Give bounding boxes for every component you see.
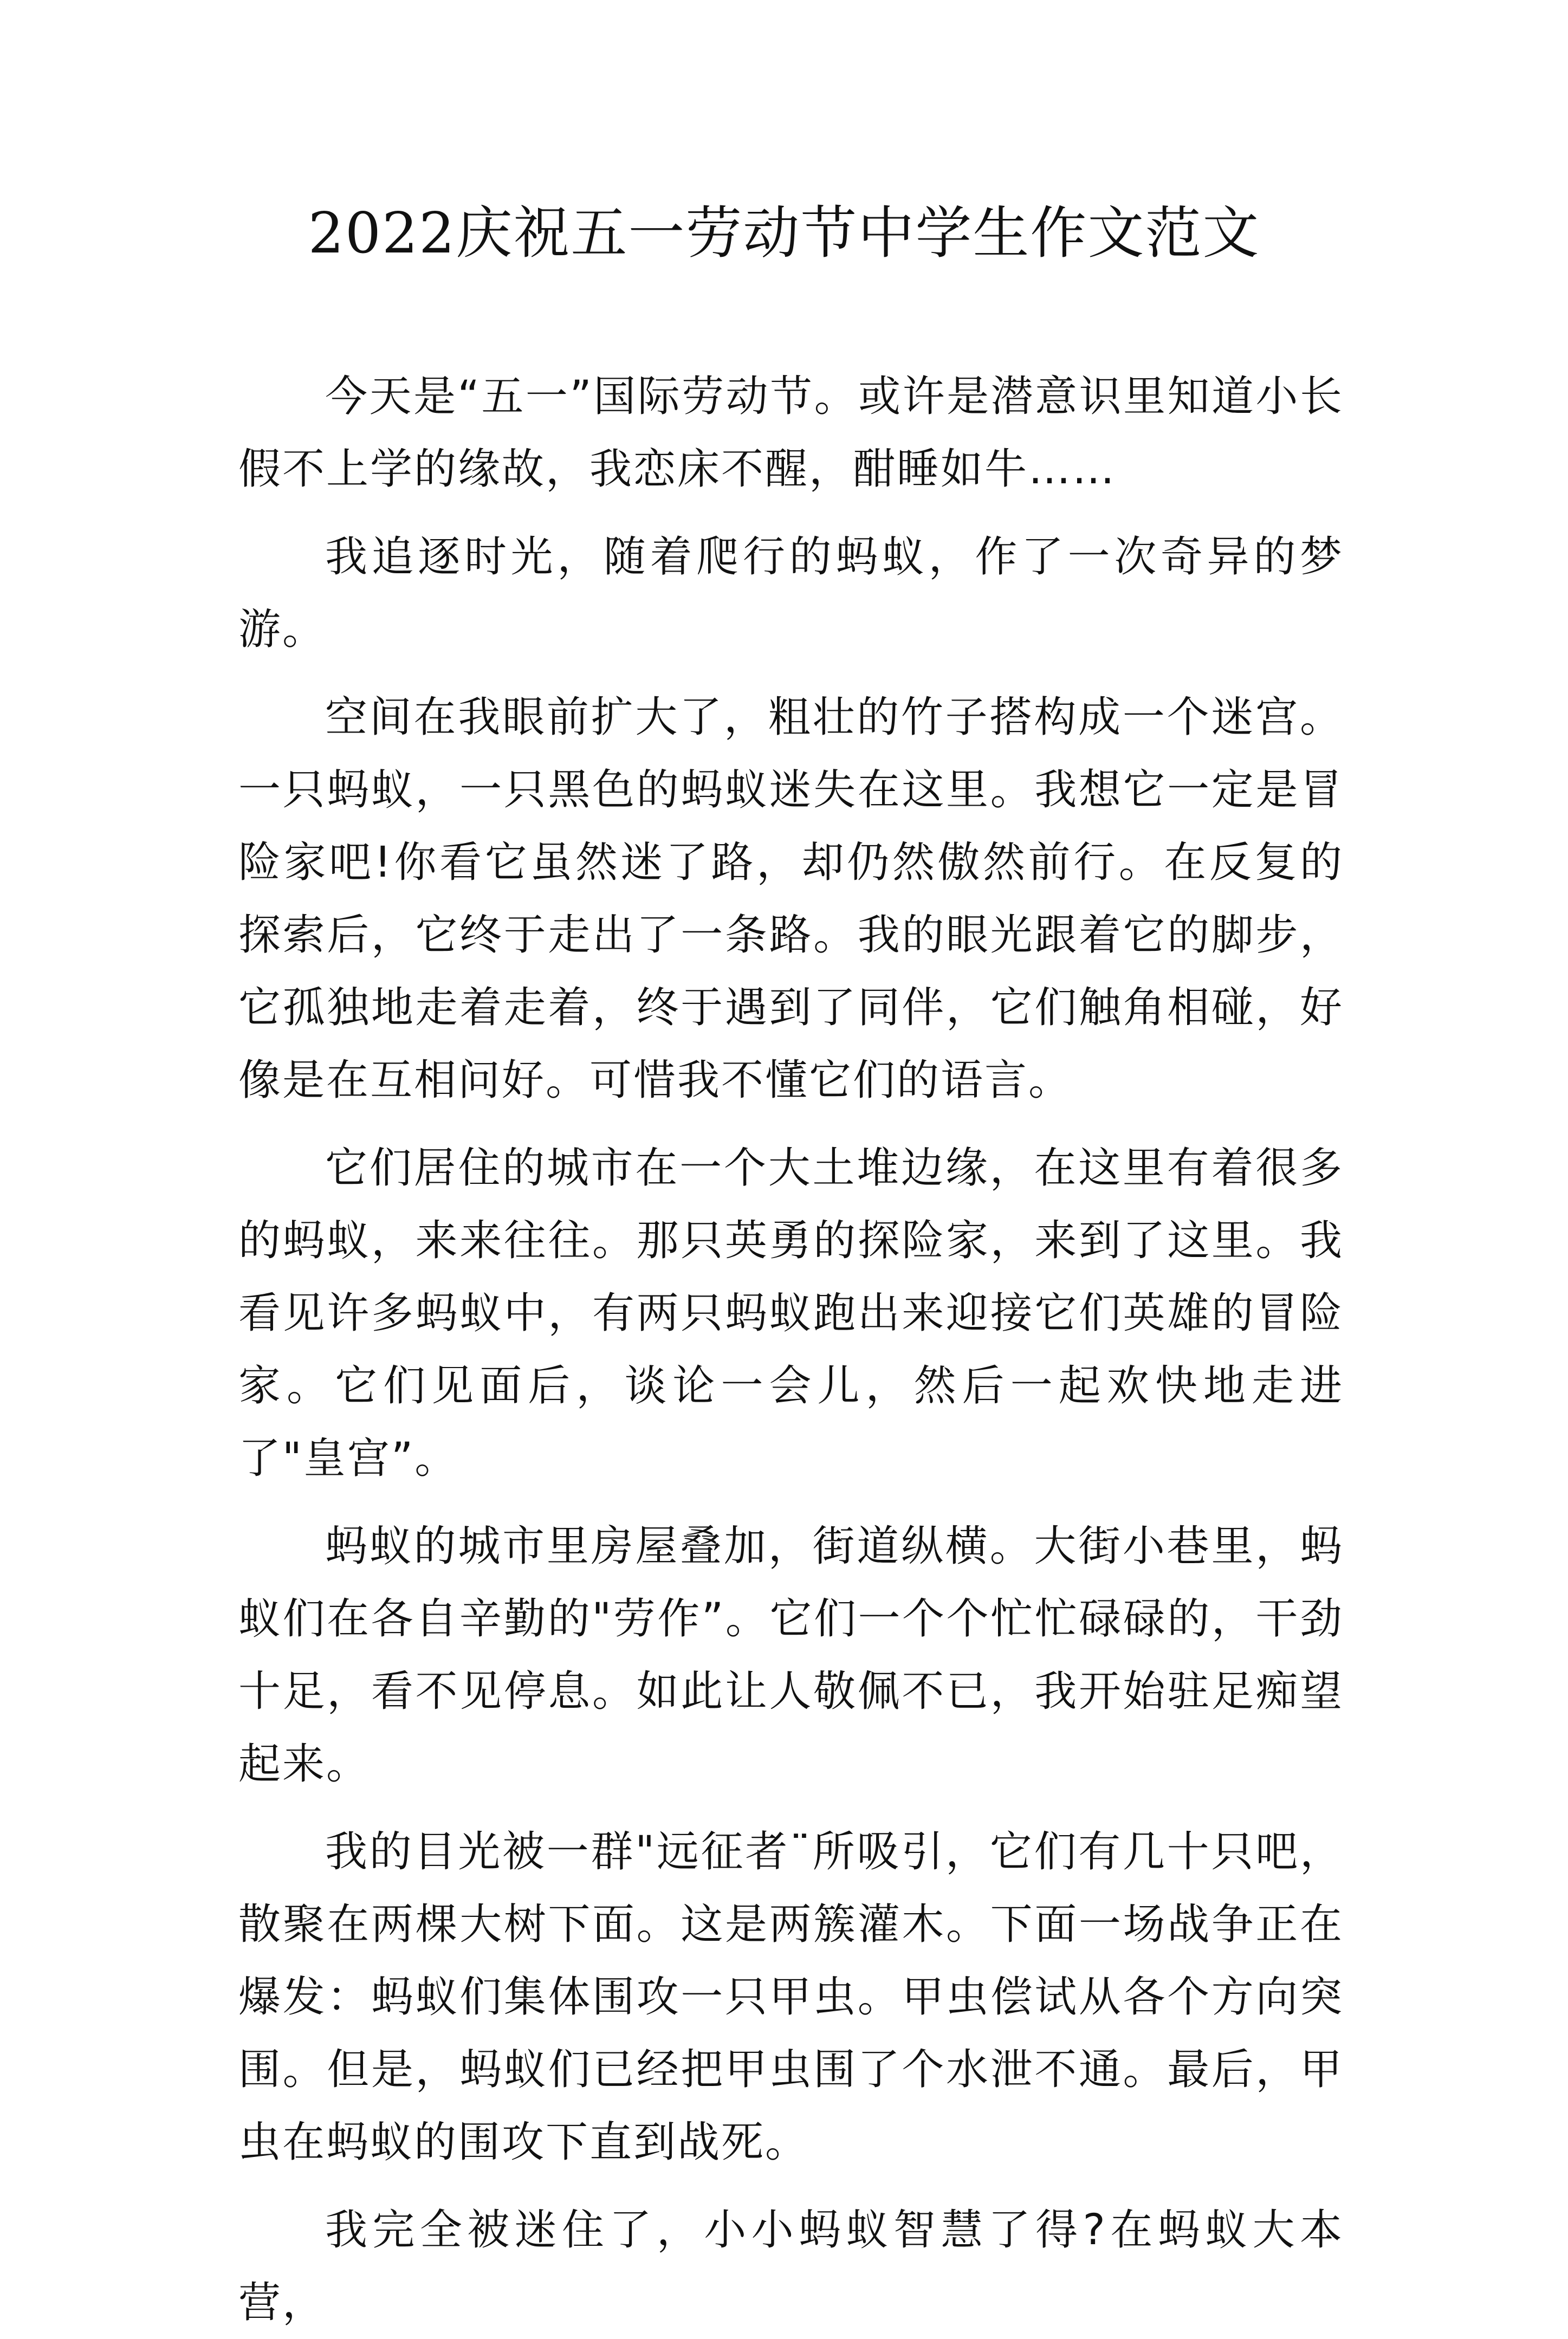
document-body: [238, 360, 1344, 2339]
paragraph-6: 我的目光被一群"远征者¨所吸引，它们有几十只吧，散聚在两棵大树下面。这是两簇灌木。下面一场战争正在爆发：蚂蚁们集体围攻一只甲虫。甲虫偿试从各个方向突围。但是，蚂蚁们已经把甲虫围了个水泄不通。最后，甲虫在蚂蚁的围攻下直到战死。: [238, 1828, 1344, 2167]
paragraph-1: 今天是“五一”国际劳动节。或许是潜意识里知道小长假不上学的缘故，我恋床不醒，酣睡如牛……: [238, 372, 1344, 494]
paragraph-7: 我完全被迷住了，小小蚂蚁智慧了得?在蚂蚁大本营，: [238, 2206, 1344, 2327]
paragraph-5: 蚂蚁的城市里房屋叠加，街道纵横。大街小巷里，蚂蚁们在各自辛勤的"劳作”。它们一个个忙忙碌碌的，干劲十足，看不见停息。如此让人敬佩不已，我开始驻足痴望起来。: [238, 1522, 1344, 1789]
paragraph-3: 空间在我眼前扩大了，粗壮的竹子搭构成一个迷宫。一只蚂蚁，一只黑色的蚂蚁迷失在这里。我想它一定是冒险家吧!你看它虽然迷了路，却仍然傲然前行。在反复的探索后，它终于走出了一条路。我的眼光跟着它的脚步，它孤独地走着走着，终于遇到了同伴，它们触角相碰，好像是在互相问好。可惜我不懂它们的语言。: [238, 693, 1344, 1105]
document-title: 2022庆祝五一劳动节中学生作文范文: [308, 200, 1260, 266]
paragraph-4: 它们居住的城市在一个大土堆边缘，在这里有着很多的蚂蚁，来来往往。那只英勇的探险家，来到了这里。我看见许多蚂蚁中，有两只蚂蚁跑出来迎接它们英雄的冒险家。它们见面后，谈论一会儿，然后一起欢快地走进了"皇宫”。: [238, 1144, 1344, 1483]
paragraph-2: 我追逐时光，随着爬行的蚂蚁，作了一次奇异的梦游。: [238, 533, 1344, 654]
